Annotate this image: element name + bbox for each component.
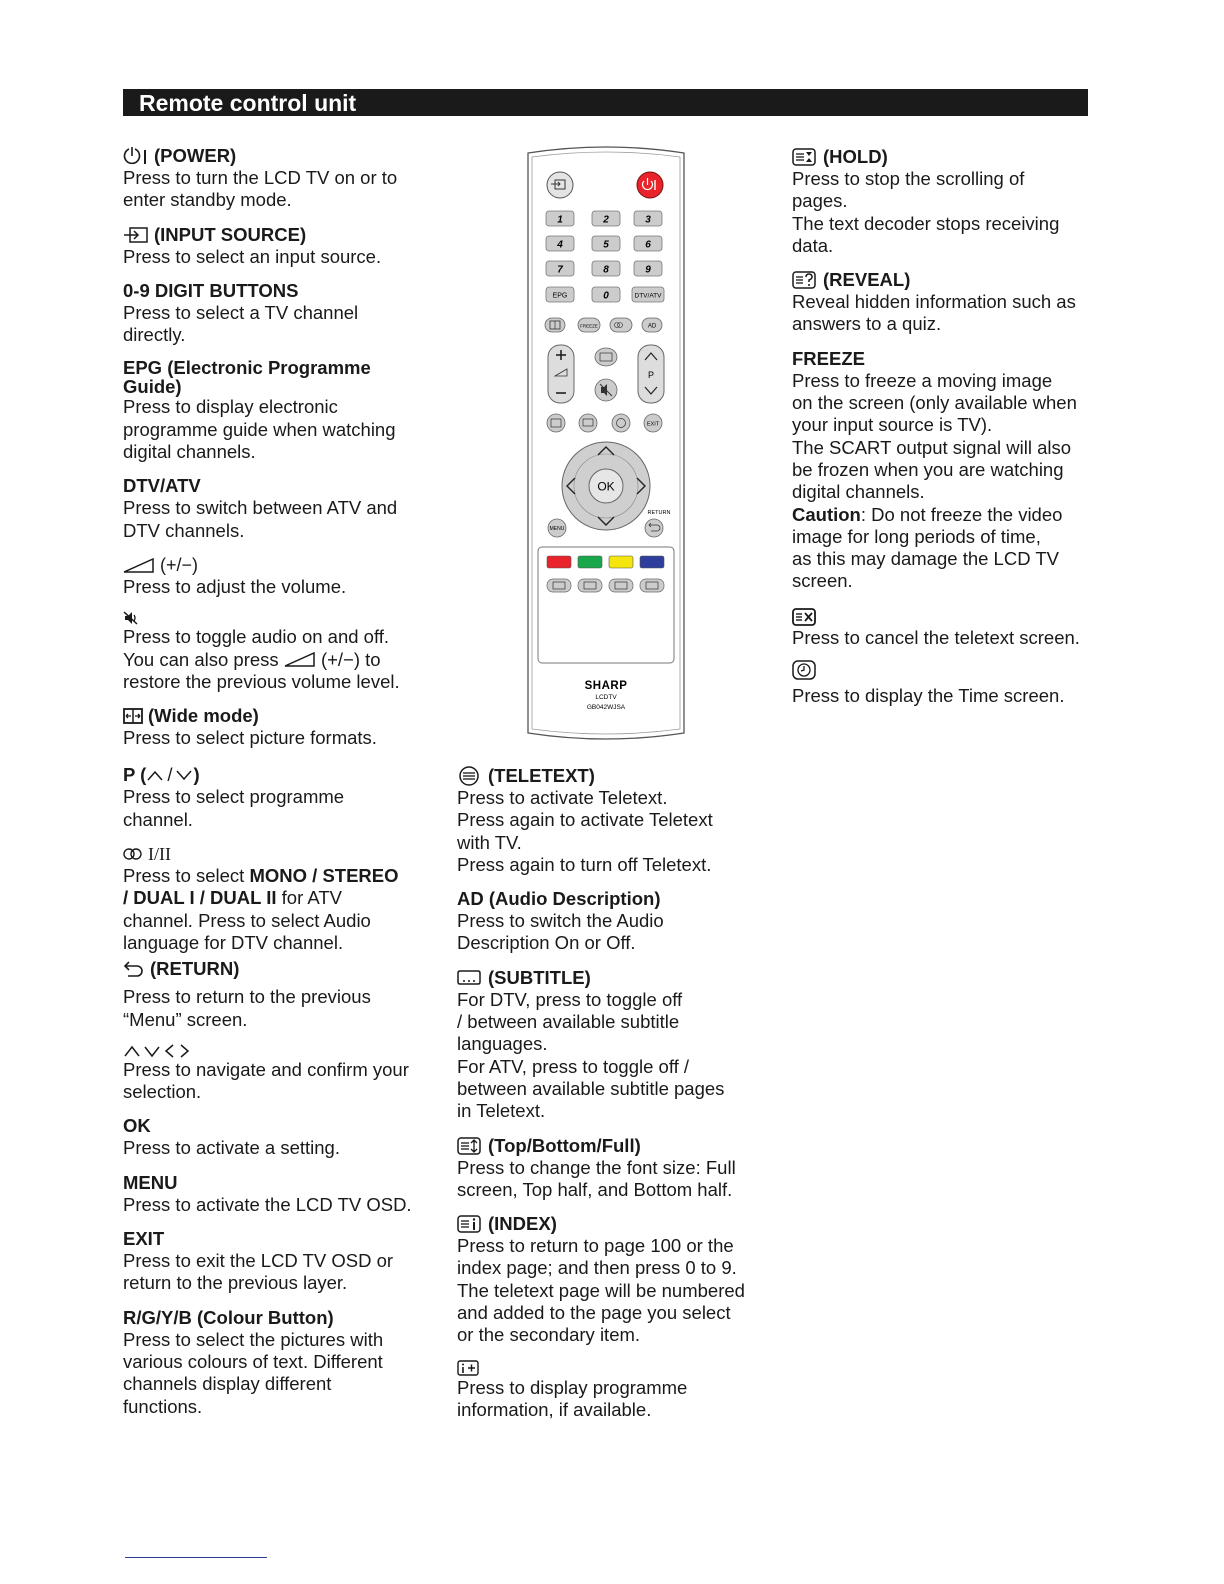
digit-button[interactable] <box>546 261 574 276</box>
colour-desc-2: various colours of text. Different <box>123 1350 383 1372</box>
entry-digits <box>123 280 433 347</box>
tbf-desc-2: screen, Top half, and Bottom half. <box>457 1178 733 1200</box>
subtitle-desc-5: between available subtitle pages <box>457 1077 725 1099</box>
middle-column <box>457 765 767 1421</box>
digit-label: 3 <box>645 214 651 226</box>
hold-desc-1: Press to stop the scrolling of <box>792 168 1025 189</box>
arrow-keys-icon <box>123 1043 193 1059</box>
sound-mode-button[interactable] <box>610 318 632 332</box>
model-line-2: GB042WJSA <box>586 704 626 711</box>
entry-freeze <box>792 348 1102 593</box>
hold-button[interactable] <box>578 579 602 592</box>
ok-label: OK <box>597 479 615 494</box>
entry-ok <box>123 1115 433 1159</box>
prog-title-b: / <box>167 764 173 786</box>
freeze-desc-6: digital channels. <box>792 481 925 503</box>
epg-desc-3: digital channels. <box>123 441 256 463</box>
chevron-down-icon <box>175 769 193 781</box>
digit-label: 6 <box>645 239 651 251</box>
prog-title-a: P ( <box>123 764 147 786</box>
left-column <box>123 145 433 1418</box>
mute-desc-1: Press to toggle audio on and off. <box>123 626 390 648</box>
caution-text-1: : Do not freeze the video <box>860 503 1063 525</box>
sound-desc-2 <box>123 887 433 909</box>
green-button[interactable] <box>578 556 602 568</box>
subtitle-button[interactable] <box>579 414 597 432</box>
entry-dtv <box>123 475 433 542</box>
index-desc-5: or the secondary item. <box>457 1324 641 1346</box>
digit-label: 9 <box>645 264 651 276</box>
entry-hold <box>792 146 1102 257</box>
epg-title-2: Guide) <box>123 376 182 398</box>
entry-info <box>457 1359 767 1422</box>
digits-desc-1: Press to select a TV channel <box>123 301 359 323</box>
entry-exit <box>123 1228 433 1295</box>
menu-title: MENU <box>123 1171 178 1193</box>
digit-label: 5 <box>603 239 609 251</box>
index-desc-4: and added to the page you select <box>457 1302 731 1324</box>
index-title: (INDEX) <box>488 1213 557 1235</box>
volume-desc-1: Press to adjust the volume. <box>123 575 347 597</box>
subtitle-desc-2: / between available subtitle <box>457 1011 680 1033</box>
mute-icon <box>123 610 139 626</box>
dtv-desc-1: Press to switch between ATV and <box>123 497 398 519</box>
teletext-icon <box>457 766 483 786</box>
reveal-button[interactable] <box>547 579 571 592</box>
info-desc-2: information, if available. <box>457 1398 652 1420</box>
nav-desc-2: selection. <box>123 1081 202 1103</box>
epg-title-1: EPG (Electronic Programme <box>123 357 371 379</box>
hold-desc-4: data. <box>792 234 834 256</box>
freeze-caution-2: image for long periods of time, <box>792 525 1041 547</box>
digit-label: 0 <box>603 290 609 302</box>
power-desc-1: Press to turn the LCD TV on or to <box>123 167 398 188</box>
menu-label: MENU <box>549 526 565 532</box>
ad-button[interactable] <box>642 318 662 332</box>
mute-desc-3: restore the previous volume level. <box>123 670 400 692</box>
power-icon <box>123 146 149 166</box>
power-title: (POWER) <box>154 145 237 166</box>
menu-desc-1: Press to activate the LCD TV OSD. <box>123 1193 412 1215</box>
volume-symbol: (+/−) <box>160 554 199 575</box>
power-desc-2: enter standby mode. <box>123 189 292 211</box>
yellow-button[interactable] <box>609 556 633 568</box>
dtv-atv-label: DTV/ATV <box>634 292 662 300</box>
remote-control-illustration <box>520 143 692 745</box>
volume-rocker[interactable] <box>548 345 574 403</box>
freeze-caution-4: screen. <box>792 570 853 592</box>
subtitle-desc-1: For DTV, press to toggle off <box>457 988 683 1010</box>
time-button[interactable] <box>612 414 630 432</box>
section-banner <box>123 89 1088 116</box>
teletext-desc-4: Press again to turn off Teletext. <box>457 853 712 875</box>
exit-title: EXIT <box>123 1228 165 1250</box>
index-desc-3: The teletext page will be numbered <box>457 1279 745 1301</box>
entry-colour <box>123 1307 433 1418</box>
index-button[interactable] <box>609 579 633 592</box>
entry-power <box>123 145 433 212</box>
input-desc-1: Press to select an input source. <box>123 245 382 267</box>
info-icon <box>457 1359 481 1377</box>
sound-desc-b: MONO / STEREO <box>249 865 399 887</box>
sound-desc-c: / DUAL I / DUAL II <box>123 887 277 909</box>
digit-button[interactable] <box>592 236 620 251</box>
teletext-desc-1: Press to activate Teletext. <box>457 787 668 808</box>
top-bottom-full-icon <box>457 1136 483 1156</box>
volume-inline-icon <box>284 652 316 667</box>
dtv-title: DTV/ATV <box>123 475 201 497</box>
red-button[interactable] <box>547 556 571 568</box>
right-column <box>792 146 1102 707</box>
cancel-icon <box>792 607 818 627</box>
ad-desc-1: Press to switch the Audio <box>457 910 664 932</box>
cancel-desc-1: Press to cancel the teletext screen. <box>792 626 1080 648</box>
sound-desc-d: for ATV <box>276 887 342 909</box>
subtitle-desc-4: For ATV, press to toggle off / <box>457 1055 690 1077</box>
exit-desc-1: Press to exit the LCD TV OSD or <box>123 1250 394 1272</box>
hold-icon <box>792 147 818 167</box>
entry-nav <box>123 1043 433 1104</box>
return-button[interactable] <box>645 519 663 537</box>
entry-epg <box>123 358 433 463</box>
entry-return <box>123 958 433 1031</box>
exit-label: EXIT <box>646 421 660 428</box>
freeze-title: FREEZE <box>792 347 865 369</box>
hold-desc-2: pages. <box>792 190 848 212</box>
hold-title: (HOLD) <box>823 146 888 167</box>
entry-cancel <box>792 607 1102 649</box>
volume-icon <box>123 557 155 573</box>
time-desc-1: Press to display the Time screen. <box>792 685 1065 707</box>
sound-desc-3: channel. Press to select Audio <box>123 909 371 931</box>
digit-button[interactable] <box>546 236 574 251</box>
ok-title: OK <box>123 1115 151 1137</box>
teletext-desc-3: with TV. <box>457 831 522 853</box>
hold-desc-3: The text decoder stops receiving <box>792 212 1060 234</box>
subtitle-desc-3: languages. <box>457 1033 548 1055</box>
prog-desc-2: channel. <box>123 808 193 830</box>
reveal-icon <box>792 270 818 290</box>
entry-prog <box>123 764 433 831</box>
wide-desc-1: Press to select picture formats. <box>123 727 377 749</box>
entry-teletext <box>457 765 767 876</box>
power-button[interactable] <box>637 172 663 198</box>
digit-button[interactable] <box>592 261 620 276</box>
info-desc-1: Press to display programme <box>457 1376 688 1398</box>
reveal-desc-1: Reveal hidden information such as <box>792 291 1076 313</box>
ad-label: AD <box>647 323 657 330</box>
reveal-title: (REVEAL) <box>823 269 911 291</box>
freeze-caution-1 <box>792 504 1102 526</box>
entry-menu <box>123 1172 433 1216</box>
colour-title: R/G/Y/B (Colour Button) <box>123 1306 334 1328</box>
return-label: RETURN <box>647 510 671 516</box>
exit-button[interactable] <box>644 414 662 432</box>
return-desc-1: Press to return to the previous <box>123 986 371 1008</box>
entry-time <box>792 659 1102 707</box>
entry-reveal <box>792 269 1102 336</box>
input-title: (INPUT SOURCE) <box>154 223 307 245</box>
wide-mode-button[interactable] <box>545 318 565 332</box>
footer-rule <box>125 1557 267 1558</box>
mute-button[interactable] <box>595 379 617 401</box>
freeze-button[interactable] <box>578 318 600 332</box>
mute-desc-2a: You can also press <box>123 648 279 670</box>
wide-title: (Wide mode) <box>148 705 259 727</box>
digit-label: 4 <box>557 239 563 251</box>
entry-mute <box>123 610 433 693</box>
entry-subtitle <box>457 967 767 1123</box>
return-title: (RETURN) <box>150 958 240 980</box>
ok-desc-1: Press to activate a setting. <box>123 1137 340 1159</box>
programme-rocker[interactable] <box>638 345 664 403</box>
digit-button[interactable] <box>546 211 574 226</box>
epg-label: EPG <box>552 292 568 300</box>
subtitle-icon <box>457 968 483 988</box>
cancel-button[interactable] <box>640 579 664 592</box>
freeze-desc-5: be frozen when you are watching <box>792 458 1064 480</box>
digit-button[interactable] <box>634 211 662 226</box>
sound-desc-4: language for DTV channel. <box>123 931 344 953</box>
digits-desc-2: directly. <box>123 324 186 346</box>
clock-icon <box>792 659 818 681</box>
entry-wide <box>123 705 433 749</box>
sound-symbol: I/II <box>148 844 171 865</box>
index-icon <box>457 1214 483 1234</box>
entry-volume <box>123 554 433 598</box>
digit-button[interactable] <box>592 287 620 302</box>
ok-button[interactable] <box>589 469 623 503</box>
subtitle-title: (SUBTITLE) <box>488 966 591 988</box>
digits-title: 0-9 DIGIT BUTTONS <box>123 279 299 301</box>
wide-mode-icon <box>123 707 143 725</box>
sound-mode-icon <box>123 847 143 861</box>
sound-desc-1 <box>123 865 433 887</box>
digit-button[interactable] <box>592 211 620 226</box>
mute-desc-2b: (+/−) to <box>320 648 381 670</box>
caution-label: Caution <box>792 503 861 525</box>
sound-desc-a: Press to select <box>123 865 250 887</box>
menu-button[interactable] <box>548 519 566 537</box>
programme-label: P <box>647 370 655 380</box>
freeze-desc-2: on the screen (only available when <box>792 392 1077 414</box>
prog-desc-1: Press to select programme <box>123 786 345 808</box>
colour-desc-1: Press to select the pictures with <box>123 1328 384 1350</box>
reveal-desc-2: answers to a quiz. <box>792 313 942 335</box>
teletext-desc-2: Press again to activate Teletext <box>457 809 713 831</box>
ad-desc-2: Description On or Off. <box>457 932 636 954</box>
nav-desc-1: Press to navigate and confirm your <box>123 1058 409 1080</box>
epg-desc-1: Press to display electronic <box>123 396 338 418</box>
tbf-desc-1: Press to change the font size: Full <box>457 1156 736 1178</box>
entry-ad <box>457 888 767 955</box>
dtv-desc-2: DTV channels. <box>123 519 245 541</box>
return-desc-2: “Menu” screen. <box>123 1008 248 1030</box>
colour-desc-3: channels display different <box>123 1373 332 1395</box>
chevron-up-icon <box>146 769 164 781</box>
info-button[interactable] <box>595 348 617 366</box>
entry-input <box>123 224 433 268</box>
digit-button[interactable] <box>634 261 662 276</box>
model-line-1: LCDTV <box>595 694 617 701</box>
page-title: Remote control unit <box>139 90 357 116</box>
mute-desc-2 <box>123 649 433 671</box>
dtv-atv-button[interactable] <box>632 287 664 302</box>
return-icon <box>123 961 145 977</box>
freeze-caution-3: as this may damage the LCD TV <box>792 548 1060 570</box>
digit-label: 2 <box>603 214 609 226</box>
entry-tbf <box>457 1135 767 1202</box>
brand-logo: SHARP <box>584 680 628 692</box>
teletext-button[interactable] <box>547 414 565 432</box>
entry-sound <box>123 843 433 954</box>
freeze-label: FREEZE <box>580 323 598 329</box>
index-desc-2: index page; and then press 0 to 9. <box>457 1257 737 1279</box>
ad-title: AD (Audio Description) <box>457 888 661 910</box>
input-source-icon <box>123 226 149 244</box>
index-desc-1: Press to return to page 100 or the <box>457 1235 734 1257</box>
colour-desc-4: functions. <box>123 1395 203 1417</box>
teletext-title: (TELETEXT) <box>488 765 595 786</box>
navigation-pad <box>562 442 650 530</box>
prog-title-c: ) <box>193 764 200 786</box>
freeze-desc-3: your input source is TV). <box>792 414 993 436</box>
subtitle-desc-6: in Teletext. <box>457 1100 546 1122</box>
tbf-title: (Top/Bottom/Full) <box>488 1134 641 1156</box>
digit-label: 7 <box>557 264 563 276</box>
blue-button[interactable] <box>640 556 664 568</box>
entry-index <box>457 1213 767 1346</box>
digit-label: 1 <box>557 214 563 226</box>
freeze-desc-1: Press to freeze a moving image <box>792 369 1053 391</box>
digit-button[interactable] <box>634 236 662 251</box>
digit-label: 8 <box>603 264 609 276</box>
input-source-button[interactable] <box>547 172 573 198</box>
exit-desc-2: return to the previous layer. <box>123 1272 348 1294</box>
epg-desc-2: programme guide when watching <box>123 418 396 440</box>
epg-button[interactable] <box>546 287 574 302</box>
freeze-desc-4: The SCART output signal will also <box>792 436 1072 458</box>
